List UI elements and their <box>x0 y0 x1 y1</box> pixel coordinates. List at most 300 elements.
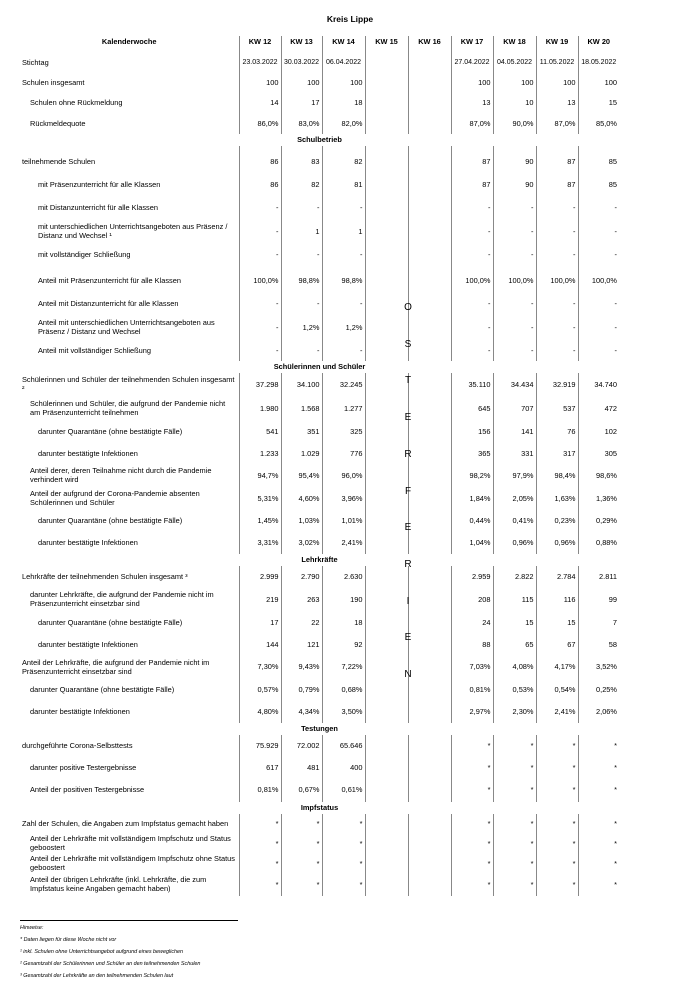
cell <box>365 701 408 723</box>
row-label: Anteil der positiven Testergebnisse <box>30 785 145 795</box>
cell: 156 <box>451 421 493 443</box>
cell: 7 <box>578 612 619 634</box>
cell: 100,0% <box>451 269 493 293</box>
cell: 13 <box>536 92 578 114</box>
cell: 10 <box>493 92 536 114</box>
table-row <box>20 779 619 802</box>
cell: 24 <box>451 612 493 634</box>
row-label: Schulen insgesamt <box>22 78 85 88</box>
cell: 3,50% <box>322 701 365 723</box>
cell: 87,0% <box>536 114 578 134</box>
cell: - <box>239 245 281 265</box>
header-week: KW 14 <box>322 36 365 49</box>
cell <box>408 834 451 854</box>
cell <box>408 75 451 92</box>
cell <box>408 612 451 634</box>
cell: 541 <box>239 421 281 443</box>
row-label: darunter Lehrkräfte, die aufgrund der Pandemie nicht im Präsenzunterricht einsetzbar sind <box>30 590 214 608</box>
cell: 88 <box>451 634 493 656</box>
cell: 115 <box>493 588 536 612</box>
header-week: KW 18 <box>493 36 536 49</box>
cell: 2,05% <box>493 487 536 511</box>
cell: 87 <box>451 150 493 174</box>
row-label: durchgeführte Corona-Selbsttests <box>22 740 133 750</box>
header-week: KW 20 <box>578 36 619 49</box>
cell: 22 <box>281 612 322 634</box>
row-label: darunter Quarantäne (ohne bestätigte Fälle) <box>30 684 175 694</box>
cell: 15 <box>536 612 578 634</box>
table-row <box>20 269 619 293</box>
note-1: ¹ inkl. Schulen ohne Unterrichtsangebot aufgrund eines beweglichen <box>20 949 184 955</box>
cell: 95,4% <box>281 465 322 487</box>
row-label: darunter Quarantäne (ohne bestätigte Fälle) <box>38 516 183 526</box>
cell: * <box>451 814 493 834</box>
osterferien-letter: E <box>404 632 412 644</box>
row-label: Schülerinnen und Schüler der teilnehmenden Schulen insgesamt ² <box>22 375 235 393</box>
cell <box>408 679 451 701</box>
cell: 9,43% <box>281 656 322 679</box>
table-row <box>20 75 619 92</box>
row-label: Anteil der Lehrkräfte mit vollständigem Impfschutz ohne Status geboostert <box>30 854 235 872</box>
cell: 645 <box>451 397 493 421</box>
cell: 65.646 <box>322 735 365 757</box>
cell: 11.05.2022 <box>536 55 578 71</box>
cell: 263 <box>281 588 322 612</box>
header-week: KW 12 <box>239 36 281 49</box>
cell: - <box>536 341 578 361</box>
cell <box>365 75 408 92</box>
section-title: Schülerinnen und Schüler <box>273 361 366 371</box>
cell: 4,80% <box>239 701 281 723</box>
cell: - <box>536 197 578 219</box>
cell <box>365 150 408 174</box>
cell: 305 <box>578 443 619 465</box>
cell <box>408 779 451 802</box>
cell: - <box>239 341 281 361</box>
cell: 98,6% <box>578 465 619 487</box>
cell <box>408 197 451 219</box>
table-row <box>20 36 619 49</box>
table-row <box>20 114 619 134</box>
table-row <box>20 814 619 834</box>
cell: 34.740 <box>578 373 619 397</box>
cell: 2.630 <box>322 566 365 588</box>
cell: 0,29% <box>578 511 619 532</box>
cell: - <box>451 219 493 245</box>
cell: 0,61% <box>322 779 365 802</box>
cell: - <box>536 245 578 265</box>
table-row <box>20 834 619 854</box>
cell: * <box>451 854 493 874</box>
cell: * <box>451 834 493 854</box>
note-0: * Daten liegen für diese Woche nicht vor <box>20 937 117 943</box>
cell: 17 <box>281 92 322 114</box>
cell <box>408 55 451 71</box>
row-label: Lehrkräfte der teilnehmenden Schulen insgesamt ³ <box>22 571 188 581</box>
row-label: Zahl der Schulen, die Angaben zum Impfstatus gemacht haben <box>22 818 229 828</box>
cell: 35.110 <box>451 373 493 397</box>
cell: - <box>578 315 619 341</box>
cell: 537 <box>536 397 578 421</box>
cell: * <box>322 874 365 896</box>
table-row <box>20 588 619 612</box>
table-row <box>20 174 619 197</box>
cell: * <box>536 779 578 802</box>
cell: 90 <box>493 174 536 197</box>
cell: 3,96% <box>322 487 365 511</box>
cell: 2,97% <box>451 701 493 723</box>
row-label: mit Präsenzunterricht für alle Klassen <box>38 180 161 190</box>
cell: - <box>578 219 619 245</box>
cell: - <box>578 341 619 361</box>
cell: 67 <box>536 634 578 656</box>
table-row <box>20 802 619 814</box>
cell: - <box>536 293 578 315</box>
table-row <box>20 634 619 656</box>
cell: 18 <box>322 612 365 634</box>
table-row <box>20 874 619 896</box>
cell: 1,84% <box>451 487 493 511</box>
cell: 87 <box>536 150 578 174</box>
cell: 121 <box>281 634 322 656</box>
cell: 617 <box>239 757 281 779</box>
cell: 18.05.2022 <box>578 55 619 71</box>
cell <box>365 92 408 114</box>
cell: 0,57% <box>239 679 281 701</box>
section-title: Schulbetrieb <box>297 134 342 144</box>
table-row <box>20 656 619 679</box>
cell: 0,88% <box>578 532 619 554</box>
cell: 82 <box>322 150 365 174</box>
table-row <box>20 511 619 532</box>
cell: 0,23% <box>536 511 578 532</box>
cell <box>365 465 408 487</box>
row-label: Schülerinnen und Schüler, die aufgrund der Pandemie nicht am Präsenzunterricht teilnehmen <box>30 399 226 417</box>
cell: * <box>578 834 619 854</box>
cell: 85 <box>578 150 619 174</box>
row-label: mit vollständiger Schließung <box>38 249 131 259</box>
table-row <box>20 532 619 554</box>
table-row <box>20 554 619 566</box>
cell: 2.959 <box>451 566 493 588</box>
cell: 2,06% <box>578 701 619 723</box>
header-week: KW 19 <box>536 36 578 49</box>
cell: 2.790 <box>281 566 322 588</box>
cell: * <box>493 735 536 757</box>
cell: 0,41% <box>493 511 536 532</box>
cell: - <box>239 197 281 219</box>
cell: 98,8% <box>322 269 365 293</box>
osterferien-letter: O <box>404 302 412 313</box>
row-label: Anteil mit vollständiger Schließung <box>38 345 151 355</box>
cell: * <box>536 757 578 779</box>
cell <box>365 874 408 896</box>
cell: 100,0% <box>578 269 619 293</box>
cell: 1,04% <box>451 532 493 554</box>
section-title: Testungen <box>301 723 338 733</box>
cell: 4,34% <box>281 701 322 723</box>
cell: 317 <box>536 443 578 465</box>
cell <box>365 854 408 874</box>
cell <box>408 245 451 265</box>
cell: * <box>239 874 281 896</box>
row-label: mit unterschiedlichen Unterrichtsangeboten aus Präsenz / Distanz und Wechsel ¹ <box>38 222 228 240</box>
cell: 58 <box>578 634 619 656</box>
cell: 30.03.2022 <box>281 55 322 71</box>
cell: - <box>451 315 493 341</box>
cell: * <box>281 854 322 874</box>
cell: * <box>536 874 578 896</box>
cell <box>365 679 408 701</box>
cell <box>408 532 451 554</box>
row-label: darunter Quarantäne (ohne bestätigte Fälle) <box>38 617 183 627</box>
cell: 0,44% <box>451 511 493 532</box>
table-row <box>20 92 619 114</box>
table-row <box>20 679 619 701</box>
osterferien-letter: F <box>404 485 412 497</box>
cell: 3,02% <box>281 532 322 554</box>
row-label: Stichtag <box>22 57 49 67</box>
cell: 2,41% <box>536 701 578 723</box>
cell: 1.233 <box>239 443 281 465</box>
cell: 0,81% <box>451 679 493 701</box>
cell: * <box>239 814 281 834</box>
cell: - <box>493 341 536 361</box>
cell: 472 <box>578 397 619 421</box>
cell: 75.929 <box>239 735 281 757</box>
cell: * <box>239 834 281 854</box>
cell: 400 <box>322 757 365 779</box>
cell: 7,03% <box>451 656 493 679</box>
cell <box>408 219 451 245</box>
cell: 96,0% <box>322 465 365 487</box>
cell <box>408 92 451 114</box>
cell: 351 <box>281 421 322 443</box>
cell: 7,30% <box>239 656 281 679</box>
cell: 18 <box>322 92 365 114</box>
cell <box>365 269 408 293</box>
row-label: Anteil der aufgrund der Corona-Pandemie absenten Schülerinnen und Schüler <box>30 489 200 507</box>
cell: 87 <box>536 174 578 197</box>
cell: 85,0% <box>578 114 619 134</box>
cell: 87,0% <box>451 114 493 134</box>
cell: * <box>493 757 536 779</box>
cell: - <box>322 341 365 361</box>
cell: - <box>239 219 281 245</box>
cell: 72.002 <box>281 735 322 757</box>
table-row <box>20 197 619 219</box>
cell: 100 <box>493 75 536 92</box>
table-row <box>20 150 619 174</box>
note-2: ² Gesamtzahl der Schülerinnen und Schüler an den teilnehmenden Schulen <box>20 961 201 967</box>
cell <box>365 174 408 197</box>
row-label: Anteil der Lehrkräfte, die aufgrund der Pandemie nicht im Präsenzunterricht einsetzbar sind <box>22 657 210 676</box>
cell: 0,96% <box>493 532 536 554</box>
cell: 98,2% <box>451 465 493 487</box>
cell: 0,96% <box>536 532 578 554</box>
cell: 4,17% <box>536 656 578 679</box>
cell: 1,03% <box>281 511 322 532</box>
cell: - <box>493 219 536 245</box>
cell: 2,41% <box>322 532 365 554</box>
header-week: KW 13 <box>281 36 322 49</box>
row-label: Anteil derer, deren Teilnahme nicht durch die Pandemie verhindert wird <box>30 466 212 484</box>
header-week: KW 17 <box>451 36 493 49</box>
cell: - <box>239 315 281 341</box>
table-row <box>20 566 619 588</box>
cell: 86 <box>239 174 281 197</box>
cell: 32.245 <box>322 373 365 397</box>
cell: 1.277 <box>322 397 365 421</box>
table-row <box>20 361 619 373</box>
cell: 04.05.2022 <box>493 55 536 71</box>
cell: 86,0% <box>239 114 281 134</box>
cell <box>408 150 451 174</box>
cell <box>408 757 451 779</box>
cell: * <box>493 854 536 874</box>
cell: 4,08% <box>493 656 536 679</box>
cell <box>365 757 408 779</box>
table-row <box>20 245 619 265</box>
cell: 365 <box>451 443 493 465</box>
cell: * <box>451 874 493 896</box>
cell: - <box>578 245 619 265</box>
table-row <box>20 55 619 71</box>
cell: * <box>536 854 578 874</box>
cell: * <box>451 735 493 757</box>
table-row <box>20 735 619 757</box>
cell: 1.980 <box>239 397 281 421</box>
cell: 23.03.2022 <box>239 55 281 71</box>
cell: 0,67% <box>281 779 322 802</box>
cell: 100 <box>281 75 322 92</box>
cell: * <box>536 834 578 854</box>
cell: 102 <box>578 421 619 443</box>
cell: * <box>281 814 322 834</box>
cell: 100 <box>239 75 281 92</box>
cell: 15 <box>578 92 619 114</box>
cell: 1.029 <box>281 443 322 465</box>
cell: - <box>578 197 619 219</box>
cell: 190 <box>322 588 365 612</box>
cell <box>408 465 451 487</box>
cell: 100,0% <box>536 269 578 293</box>
cell: 82,0% <box>322 114 365 134</box>
cell: 707 <box>493 397 536 421</box>
cell: 17 <box>239 612 281 634</box>
cell: * <box>322 834 365 854</box>
table-row <box>20 315 619 341</box>
cell: * <box>451 757 493 779</box>
cell: 2.811 <box>578 566 619 588</box>
cell <box>365 814 408 834</box>
cell <box>408 315 451 341</box>
cell: * <box>578 779 619 802</box>
cell: - <box>578 293 619 315</box>
cell <box>365 197 408 219</box>
cell: 13 <box>451 92 493 114</box>
cell: - <box>493 245 536 265</box>
cell <box>365 114 408 134</box>
osterferien-letter: E <box>404 522 412 534</box>
cell: * <box>239 854 281 874</box>
cell: 219 <box>239 588 281 612</box>
cell: 0,68% <box>322 679 365 701</box>
row-label: Schulen ohne Rückmeldung <box>30 97 123 107</box>
cell: * <box>322 814 365 834</box>
cell: 3,31% <box>239 532 281 554</box>
cell: * <box>493 814 536 834</box>
cell <box>365 834 408 854</box>
cell: * <box>578 814 619 834</box>
table-row <box>20 443 619 465</box>
cell: 1 <box>281 219 322 245</box>
cell <box>408 114 451 134</box>
cell: 144 <box>239 634 281 656</box>
row-label: Anteil der Lehrkräfte mit vollständigem Impfschutz und Status geboostert <box>30 834 231 852</box>
cell: * <box>493 834 536 854</box>
cell: * <box>322 854 365 874</box>
cell: * <box>536 814 578 834</box>
row-label: Anteil mit unterschiedlichen Unterrichtsangeboten aus Präsenz / Distanz und Wechsel <box>38 318 215 336</box>
cell <box>408 874 451 896</box>
cell: 87 <box>451 174 493 197</box>
cell: 86 <box>239 150 281 174</box>
cell <box>365 245 408 265</box>
cell: 2.822 <box>493 566 536 588</box>
osterferien-letter: T <box>404 375 412 387</box>
cell: 0,81% <box>239 779 281 802</box>
cell: 81 <box>322 174 365 197</box>
cell: 34.100 <box>281 373 322 397</box>
cell: * <box>578 735 619 757</box>
note-3: ³ Gesamtzahl der Lehrkräfte an den teilnehmenden Schulen laut <box>20 973 174 979</box>
cell <box>408 814 451 834</box>
cell: 90,0% <box>493 114 536 134</box>
table-row <box>20 219 619 245</box>
cell: 98,8% <box>281 269 322 293</box>
cell <box>408 421 451 443</box>
cell: - <box>281 293 322 315</box>
cell <box>365 532 408 554</box>
cell: 331 <box>493 443 536 465</box>
row-label: darunter bestätigte Infektionen <box>38 639 138 649</box>
cell <box>365 55 408 71</box>
cell <box>365 612 408 634</box>
cell: 4,60% <box>281 487 322 511</box>
table-row <box>20 341 619 361</box>
row-label: teilnehmende Schulen <box>22 156 96 166</box>
row-label: darunter positive Testergebnisse <box>30 762 137 772</box>
cell: 1,36% <box>578 487 619 511</box>
cell: 0,25% <box>578 679 619 701</box>
footnotes <box>20 920 238 982</box>
cell <box>365 315 408 341</box>
cell: - <box>281 197 322 219</box>
cell: * <box>578 874 619 896</box>
report-table <box>20 36 619 896</box>
cell: * <box>578 757 619 779</box>
cell: 100,0% <box>493 269 536 293</box>
cell: 15 <box>493 612 536 634</box>
cell <box>365 219 408 245</box>
cell: 776 <box>322 443 365 465</box>
cell: 100 <box>451 75 493 92</box>
cell: 90 <box>493 150 536 174</box>
row-label: darunter bestätigte Infektionen <box>38 448 138 458</box>
cell: - <box>536 219 578 245</box>
cell: - <box>493 315 536 341</box>
